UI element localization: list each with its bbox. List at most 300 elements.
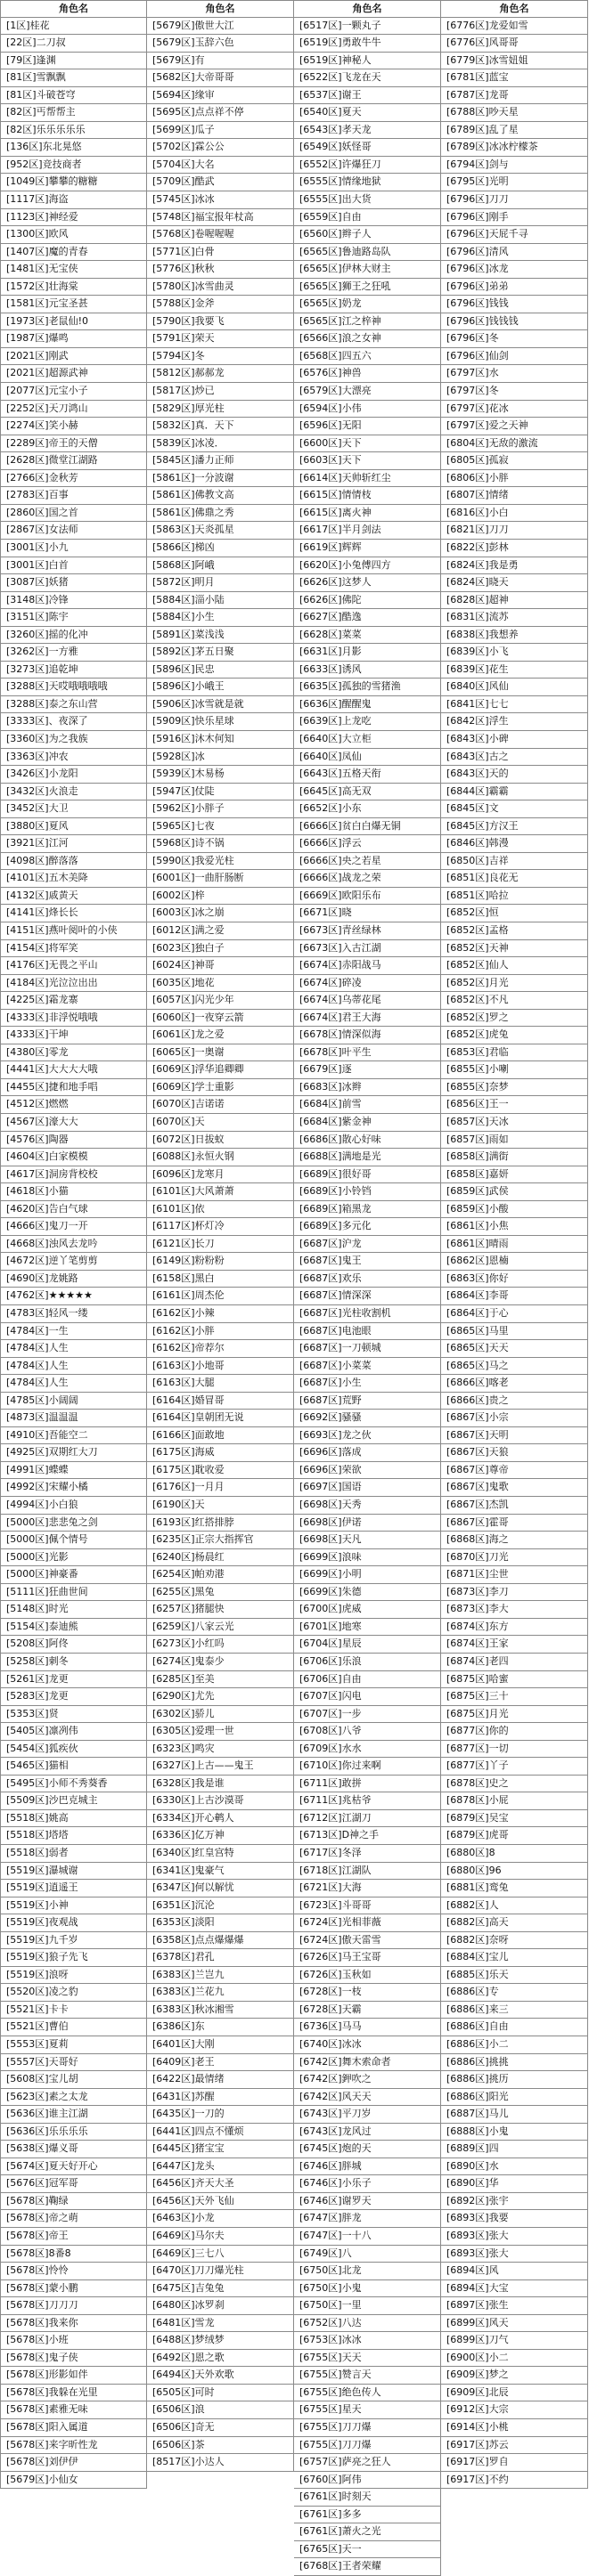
name-cell: [6012区]满之爱 xyxy=(147,922,294,940)
name-cell: [4762区]★★★★★ xyxy=(0,1288,147,1305)
name-cell: [6235区]正宗大指挥官 xyxy=(147,1532,294,1549)
name-cell: [1481区]无宝侠 xyxy=(0,261,147,279)
name-cell: [6698区]天凡 xyxy=(294,1532,441,1549)
name-cell: [6746区]小乐子 xyxy=(294,2175,441,2193)
name-cell: [6506区]奇无 xyxy=(147,2419,294,2437)
name-cell: [2274区]笑小赫 xyxy=(0,418,147,435)
name-cell: [6519区]神秘人 xyxy=(294,53,441,70)
name-cell: [3001区]白首 xyxy=(0,557,147,575)
name-cell: [6856区]王一 xyxy=(441,1096,588,1114)
name-cell: [4672区]逆丫笔剪剪 xyxy=(0,1253,147,1271)
name-cell: [6505区]可时 xyxy=(147,2385,294,2402)
name-cell: [3273区]追乾坤 xyxy=(0,662,147,679)
name-cell: [5962区]小胖子 xyxy=(147,800,294,818)
name-cell: [6755区]刀刀爆 xyxy=(294,2419,441,2437)
name-cell: [6689区]多元化 xyxy=(294,1218,441,1236)
name-cell: [6001区]一曲肝肠断 xyxy=(147,870,294,888)
name-cell: [5832区]真．天下 xyxy=(147,418,294,435)
name-cell: [6755区]绝色传人 xyxy=(294,2385,441,2402)
name-cell: [4618区]小猫 xyxy=(0,1183,147,1201)
name-cell: [6673区]入古江湖 xyxy=(294,940,441,958)
name-cell: [6678区]情深似海 xyxy=(294,1027,441,1044)
name-cell: [6566区]浪之女神 xyxy=(294,330,441,348)
name-cell: [5906区]冰雪就是就 xyxy=(147,696,294,714)
name-cell: [5678区]我来你 xyxy=(0,2315,147,2333)
name-cell: [6469区]三七八 xyxy=(147,2246,294,2263)
name-cell: [6880区]8 xyxy=(441,1845,588,1863)
name-cell: [6679区]逐 xyxy=(294,1061,441,1079)
name-cell: [6875区]月光 xyxy=(441,1706,588,1724)
name-cell: [6743区]平刀岁 xyxy=(294,2106,441,2124)
name-cell: [6565区]奶龙 xyxy=(294,296,441,313)
name-cell: [6796区]刀刀 xyxy=(441,191,588,209)
name-cell: [6334区]开心鹌人 xyxy=(147,1810,294,1828)
name-cell: [6689区]箱黑龙 xyxy=(294,1201,441,1219)
name-cell: [6594区]小伟 xyxy=(294,401,441,418)
name-cell: [5520区]凌之豹 xyxy=(0,1984,147,2002)
name-cell: [6880区]96 xyxy=(441,1863,588,1881)
name-cell: [6804区]无敌的激流 xyxy=(441,435,588,453)
name-cell: [6600区]天下 xyxy=(294,435,441,453)
name-cell: [5638区]爆义哥 xyxy=(0,2141,147,2158)
name-cell: [5812区]郝郝龙 xyxy=(147,365,294,383)
name-cell: [5866区]梯凶 xyxy=(147,540,294,557)
name-cell: [5884区]淄小陆 xyxy=(147,592,294,610)
name-cell: [6070区]天 xyxy=(147,1114,294,1132)
name-cell: [6736区]马马 xyxy=(294,2019,441,2036)
name-cell: [6853区]君临 xyxy=(441,1044,588,1062)
name-cell: [5518区]姚高 xyxy=(0,1810,147,1828)
name-cell: [6726区]玉秋如 xyxy=(294,1967,441,1985)
name-cell: [6568区]四五六 xyxy=(294,348,441,366)
name-cell: [6711区]兆枯爷 xyxy=(294,1792,441,1810)
name-cell: [6492区]恩之歌 xyxy=(147,2350,294,2368)
name-cell: [6193区]红搭排脖 xyxy=(147,1515,294,1532)
name-cell: [5965区]七夜 xyxy=(147,818,294,836)
name-cell: [1123区]神经爱 xyxy=(0,209,147,227)
name-cell: [6858区]嘉妍 xyxy=(441,1166,588,1184)
name-cell: [3426区]小龙阳 xyxy=(0,766,147,784)
name-cell: [6506区]茶 xyxy=(147,2437,294,2455)
name-cell: [4333区]非浮悦哦哦 xyxy=(0,1010,147,1028)
name-cell: [5863区]天炎孤星 xyxy=(147,522,294,540)
name-cell: [6886区]来三 xyxy=(441,2002,588,2019)
name-cell: [6828区]超神 xyxy=(441,592,588,610)
name-cell: [6163区]大腿 xyxy=(147,1375,294,1393)
name-cell: [6852区]虎兔 xyxy=(441,1027,588,1044)
name-cell: [5896区]民忠 xyxy=(147,662,294,679)
name-cell: [6789区]冰冰柠檬茶 xyxy=(441,139,588,157)
name-cell: [6755区]星天 xyxy=(294,2401,441,2419)
name-cell: [4380区]零龙 xyxy=(0,1044,147,1062)
name-cell: [6894区]大宝 xyxy=(441,2280,588,2298)
name-cell: [6867区]尊帝 xyxy=(441,1462,588,1480)
name-cell: [6746区]谢罗天 xyxy=(294,2193,441,2211)
name-cell: [6636区]醒醒鬼 xyxy=(294,696,441,714)
name-cell: [5678区]形影如伴 xyxy=(0,2367,147,2385)
name-cell: [4333区]干坤 xyxy=(0,1027,147,1044)
name-cell: [6378区]君孔 xyxy=(147,1949,294,1967)
name-cell: [6761区]萧火之光 xyxy=(294,2523,441,2541)
name-cell: [3921区]江河 xyxy=(0,835,147,853)
name-cell: [6693区]龙之伙 xyxy=(294,1427,441,1445)
name-cell: [6617区]半月剑法 xyxy=(294,522,441,540)
name-cell: [6431区]苏醒 xyxy=(147,2089,294,2107)
name-cell: [6519区]勇敢牛牛 xyxy=(294,35,441,53)
name-cell: [6917区]苏云 xyxy=(441,2437,588,2455)
name-cell: [5519区]浪呀 xyxy=(0,1967,147,1985)
name-cell: [5676区]冠军哥 xyxy=(0,2175,147,2193)
name-cell: [5780区]冰雪曲灵 xyxy=(147,279,294,297)
name-cell: [6844区]霸霸 xyxy=(441,784,588,801)
name-cell: [6894区]风 xyxy=(441,2263,588,2280)
name-cell: [6254区]帕劝港 xyxy=(147,1566,294,1584)
name-cell: [5682区]大帝哥哥 xyxy=(147,69,294,87)
name-cell: [6742区]舞木索命者 xyxy=(294,2054,441,2072)
name-cell: [6824区]晓天 xyxy=(441,574,588,592)
name-cell: [6718区]江湖队 xyxy=(294,1863,441,1881)
name-cell: [6886区]自由 xyxy=(441,2019,588,2036)
name-cell: [6175区]海威 xyxy=(147,1444,294,1462)
name-cell: [6866区]贵之 xyxy=(441,1393,588,1410)
name-cell: [3288区]泰之东山营 xyxy=(0,696,147,714)
name-cell: [6750区]北龙 xyxy=(294,2263,441,2280)
name-cell: [6666区]贫白白爆无铜 xyxy=(294,818,441,836)
name-cell: [6697区]国语 xyxy=(294,1479,441,1497)
name-cell: [6788区]吵天星 xyxy=(441,104,588,122)
name-cell: [1区]桂花 xyxy=(0,18,147,36)
name-cell: [6796区]清风 xyxy=(441,244,588,262)
name-cell: [5868区]阿峨 xyxy=(147,557,294,575)
name-cell: [4176区]无畏之平山 xyxy=(0,957,147,975)
name-cell: [6614区]天帅斩红尘 xyxy=(294,470,441,488)
name-cell: [6855区]小喇 xyxy=(441,1061,588,1079)
name-cell: [6899区]刀气 xyxy=(441,2332,588,2350)
name-cell: [5405区]凛冽伟 xyxy=(0,1723,147,1741)
name-cell: [6865区]天天 xyxy=(441,1340,588,1358)
name-cell: [6776区]风哥哥 xyxy=(441,35,588,53)
name-cell: [6821区]刀刀 xyxy=(441,522,588,540)
name-cell: [22区]二刀叔 xyxy=(0,35,147,53)
name-cell: [2860区]国之首 xyxy=(0,505,147,523)
name-cell: [6522区]飞龙在天 xyxy=(294,69,441,87)
name-cell: [5353区]贤 xyxy=(0,1706,147,1724)
name-cell: [4785区]小阔阔 xyxy=(0,1393,147,1410)
name-cell: [6559区]自由 xyxy=(294,209,441,227)
name-cell: [3432区]火浪走 xyxy=(0,784,147,801)
name-cell: [6162区]小胖 xyxy=(147,1323,294,1341)
name-cell: [6889区]四 xyxy=(441,2141,588,2158)
name-cell: [5861区]佛教文高 xyxy=(147,487,294,505)
name-cell: [6060区]一夜穿云箭 xyxy=(147,1010,294,1028)
name-cell: [6886区]挑挑 xyxy=(441,2054,588,2072)
name-cell: [5678区]我躲在光里 xyxy=(0,2385,147,2402)
name-cell: [6285区]至美 xyxy=(147,1671,294,1689)
name-cell: [4101区]五木美降 xyxy=(0,870,147,888)
name-cell: [5678区]素雅无味 xyxy=(0,2401,147,2419)
name-cell: [6383区]兰岂九 xyxy=(147,1967,294,1985)
name-cell: [6866区]喀老 xyxy=(441,1375,588,1393)
name-cell: [4154区]将军笑 xyxy=(0,940,147,958)
name-cell: [6069区]学士重影 xyxy=(147,1079,294,1097)
name-cell: [6190区]天 xyxy=(147,1497,294,1515)
name-cell: [6858区]满街 xyxy=(441,1149,588,1166)
name-cell: [6626区]佛陀 xyxy=(294,592,441,610)
name-cell: [6789区]乱了星 xyxy=(441,122,588,140)
name-cell: [6088区]永恒火钢 xyxy=(147,1149,294,1166)
name-cell: [8517区]小达人 xyxy=(147,2454,294,2472)
name-cell: [5553区]夏莉 xyxy=(0,2036,147,2054)
name-cell: [6839区]小飞 xyxy=(441,644,588,662)
name-cell: [4141区]烽长长 xyxy=(0,905,147,922)
name-cell: [6797区]水 xyxy=(441,365,588,383)
name-cell: [6867区]天明 xyxy=(441,1427,588,1445)
name-cell: [5678区]帝王 xyxy=(0,2228,147,2246)
name-cell: [6259区]八家云光 xyxy=(147,1619,294,1637)
name-cell: [6678区]叶平生 xyxy=(294,1044,441,1062)
name-cell: [5916区]沐木何知 xyxy=(147,731,294,749)
name-cell: [6797区]冬 xyxy=(441,383,588,401)
name-cell: [6877区]一切 xyxy=(441,1741,588,1759)
name-cell: [6897区]张生 xyxy=(441,2297,588,2315)
name-cell: [6635区]孤独的雪猪渔 xyxy=(294,679,441,696)
name-cell: [6386区]东 xyxy=(147,2019,294,2036)
name-cell: [3333区]、夜深了 xyxy=(0,713,147,731)
name-cell: [6336区]亿万神 xyxy=(147,1827,294,1845)
name-cell: [4666区]鬼刀一开 xyxy=(0,1218,147,1236)
name-cell: [6892区]张宇 xyxy=(441,2193,588,2211)
name-cell: [6761区]多多 xyxy=(294,2507,441,2524)
name-cell: [6537区]谢王 xyxy=(294,87,441,105)
name-cell: [6340区]红皇宫特 xyxy=(147,1845,294,1863)
name-cell: [6684区]紫金神 xyxy=(294,1114,441,1132)
name-cell: [6631区]月影 xyxy=(294,644,441,662)
name-cell: [6857区]天冰 xyxy=(441,1114,588,1132)
name-cell: [6873区]李刀 xyxy=(441,1584,588,1602)
name-cell: [6859区]小酸 xyxy=(441,1201,588,1219)
name-cell: [6401区]大刚 xyxy=(147,2036,294,2054)
name-cell: [6072区]日拔蚁 xyxy=(147,1132,294,1150)
name-cell: [6875区]哈蜜 xyxy=(441,1671,588,1689)
name-cell: [4132区]戚黄天 xyxy=(0,888,147,906)
name-cell: [4184区]光泣泣出出 xyxy=(0,975,147,993)
name-cell: [5678区]阳入属道 xyxy=(0,2419,147,2437)
name-cell: [6643区]五格天衔 xyxy=(294,766,441,784)
name-cell: [6330区]上古沙漠哥 xyxy=(147,1792,294,1810)
name-cell: [6674区]赤阳战马 xyxy=(294,957,441,975)
name-cell: [1987区]爆鸣 xyxy=(0,330,147,348)
name-cell: [5521区]曹伯 xyxy=(0,2019,147,2036)
name-cell: [6445区]猪宝宝 xyxy=(147,2141,294,2158)
name-cell: [6341区]鬼豪气 xyxy=(147,1863,294,1881)
name-cell: [6870区]刀光 xyxy=(441,1549,588,1567)
name-cell: [6886区]挑历 xyxy=(441,2071,588,2089)
name-cell: [5519区]九千岁 xyxy=(0,1932,147,1950)
name-cell: [6740区]冰冰 xyxy=(294,2036,441,2054)
name-cell: [6890区]华 xyxy=(441,2175,588,2193)
name-cell: [6540区]夏天 xyxy=(294,104,441,122)
name-cell: [81区]雪飘飘 xyxy=(0,69,147,87)
name-cell: [5845区]潘力正师 xyxy=(147,452,294,470)
name-cell: [1407区]魔的青春 xyxy=(0,244,147,262)
name-cell: [6712区]江湖刀 xyxy=(294,1810,441,1828)
name-cell: [6698区]天秀 xyxy=(294,1497,441,1515)
name-cell: [3452区]大卫 xyxy=(0,800,147,818)
name-cell: [5258区]刺冬 xyxy=(0,1654,147,1671)
name-cell: [4690区]龙姚路 xyxy=(0,1271,147,1288)
name-cell: [6838区]我想养 xyxy=(441,627,588,645)
name-cell: [6752区]八达 xyxy=(294,2315,441,2333)
name-cell: [6688区]满地是光 xyxy=(294,1149,441,1166)
name-cell: [6875区]三十 xyxy=(441,1688,588,1706)
name-cell: [5794区]冬 xyxy=(147,348,294,366)
name-cell: [6887区]马儿 xyxy=(441,2106,588,2124)
name-cell: [3087区]妖猪 xyxy=(0,574,147,592)
name-cell: [3001区]小九 xyxy=(0,540,147,557)
name-cell: [5928区]冰 xyxy=(147,749,294,767)
name-cell: [6861区]小焦 xyxy=(441,1218,588,1236)
name-cell: [6713区]D神之手 xyxy=(294,1827,441,1845)
name-cell: [6806区]小胖 xyxy=(441,470,588,488)
name-cell: [6724区]光相菲薇 xyxy=(294,1914,441,1932)
name-cell: [6517区]一颗丸子 xyxy=(294,18,441,36)
name-cell: [6796区]冰龙 xyxy=(441,261,588,279)
name-cell: [6745区]炮的天 xyxy=(294,2141,441,2158)
name-cell: [4455区]捷和地手唱 xyxy=(0,1079,147,1097)
name-cell: [6162区]小辣 xyxy=(147,1305,294,1323)
name-cell: [6328区]我是谁 xyxy=(147,1776,294,1793)
name-cell: [6843区]小碑 xyxy=(441,731,588,749)
name-cell: [6726区]马王宝哥 xyxy=(294,1949,441,1967)
name-cell: [2021区]刚武 xyxy=(0,348,147,366)
name-cell: [6274区]鬼泰少 xyxy=(147,1654,294,1671)
name-cell: [6669区]欧阳乐布 xyxy=(294,888,441,906)
name-cell: [4991区]蝶蝶 xyxy=(0,1462,147,1480)
name-cell: [6061区]龙之爱 xyxy=(147,1027,294,1044)
name-cell: [6846区]韩漫 xyxy=(441,835,588,853)
name-cell: [6724区]傲天雷雪 xyxy=(294,1932,441,1950)
name-cell: [6323区]鸣灾 xyxy=(147,1741,294,1759)
name-cell: [6351区]沉沦 xyxy=(147,1897,294,1915)
name-cell: [6874区]东方 xyxy=(441,1619,588,1637)
name-cell: [6781区]蓝宝 xyxy=(441,69,588,87)
name-cell: [5745区]冰冰 xyxy=(147,191,294,209)
name-cell: [6742区]风天天 xyxy=(294,2089,441,2107)
name-cell: [4925区]双期红大刀 xyxy=(0,1444,147,1462)
name-cell: [6852区]孟格 xyxy=(441,922,588,940)
name-cell: [6917区]不约 xyxy=(441,2472,588,2490)
name-cell: [6794区]剑与 xyxy=(441,157,588,175)
name-column xyxy=(147,0,294,2468)
name-cell: [3260区]摇的化冲 xyxy=(0,627,147,645)
name-cell: [6776区]龙爱如雪 xyxy=(441,18,588,36)
name-cell: [6543区]孝天龙 xyxy=(294,122,441,140)
name-cell: [6867区]天狼 xyxy=(441,1444,588,1462)
name-cell: [6881区]鸾兔 xyxy=(441,1880,588,1897)
name-cell: [6750区]一里 xyxy=(294,2297,441,2315)
name-cell: [3262区]一方雅 xyxy=(0,644,147,662)
name-cell: [5519区]小神 xyxy=(0,1897,147,1915)
name-cell: [4994区]小白狼 xyxy=(0,1497,147,1515)
name-cell: [6760区]阿伟 xyxy=(294,2472,441,2490)
name-cell: [6845区]方汉王 xyxy=(441,818,588,836)
name-cell: [5679区]玉辞六色 xyxy=(147,35,294,53)
name-cell: [6877区]丫子 xyxy=(441,1758,588,1776)
name-cell: [6101区]依 xyxy=(147,1201,294,1219)
name-cell: [6851区]良花无 xyxy=(441,870,588,888)
name-cell: [6746区]胖城 xyxy=(294,2158,441,2176)
name-cell: [6166区]面敢地 xyxy=(147,1427,294,1445)
name-cell: [6765区]天一 xyxy=(294,2541,441,2559)
name-cell: [6886区]小二 xyxy=(441,2036,588,2054)
name-cell: [6065区]一奥谢 xyxy=(147,1044,294,1062)
name-cell: [5709区]酷武 xyxy=(147,174,294,191)
name-cell: [6840区]风仙 xyxy=(441,679,588,696)
name-cell: [6842区]浮生 xyxy=(441,713,588,731)
name-cell: [5704区]大名 xyxy=(147,157,294,175)
name-cell: [6867区]霍哥 xyxy=(441,1515,588,1532)
name-cell: [6689区]小铃铛 xyxy=(294,1183,441,1201)
name-cell: [6447区]龙头 xyxy=(147,2158,294,2176)
name-cell: [6723区]斗哥哥 xyxy=(294,1897,441,1915)
name-cell: [5776区]秋秋 xyxy=(147,261,294,279)
name-cell: [5678区]怜怜 xyxy=(0,2263,147,2280)
name-cell: [5000区]神豪番 xyxy=(0,1566,147,1584)
name-cell: [6687区]鬼王 xyxy=(294,1253,441,1271)
name-cell: [6576区]神兽 xyxy=(294,365,441,383)
name-cell: [6409区]老王 xyxy=(147,2054,294,2072)
name-cell: [6358区]点点爆爆爆 xyxy=(147,1932,294,1950)
name-cell: [5839区]冰凌． xyxy=(147,435,294,453)
name-cell: [6481区]雪龙 xyxy=(147,2315,294,2333)
name-cell: [6888区]小鬼 xyxy=(441,2124,588,2141)
name-cell: [6488区]梦绒梦 xyxy=(147,2332,294,2350)
name-cell: [6909区]北辰 xyxy=(441,2385,588,2402)
name-cell: [6865区]马里 xyxy=(441,1323,588,1341)
name-cell: [6749区]八 xyxy=(294,2246,441,2263)
name-cell: [6843区]古之 xyxy=(441,749,588,767)
name-cell: [2783区]百事 xyxy=(0,487,147,505)
name-cell: [6666区]央之若星 xyxy=(294,853,441,871)
name-cell: [6435区]一刀的 xyxy=(147,2106,294,2124)
name-cell: [6710区]你过来啊 xyxy=(294,1758,441,1776)
name-cell: [6755区]刀刀爆 xyxy=(294,2437,441,2455)
name-cell: [6163区]小地哥 xyxy=(147,1358,294,1376)
name-cell: [6470区]刀刀爆光柱 xyxy=(147,2263,294,2280)
name-cell: [6709区]水水 xyxy=(294,1741,441,1759)
name-cell: [6917区]罗自 xyxy=(441,2454,588,2472)
name-cell: [6555区]出大货 xyxy=(294,191,441,209)
name-cell: [6687区]电池眼 xyxy=(294,1323,441,1341)
column-header: 角色名 xyxy=(147,0,294,18)
name-cell: [6747区]胖龙 xyxy=(294,2210,441,2228)
name-cell: [6701区]地寒 xyxy=(294,1619,441,1637)
name-cell: [1973区]老鼠仙!0 xyxy=(0,313,147,331)
name-cell: [4910区]吾能空二 xyxy=(0,1427,147,1445)
name-cell: [6687区]小菜菜 xyxy=(294,1358,441,1376)
name-cell: [5695区]点点祥不停 xyxy=(147,104,294,122)
name-cell: [6347区]何以解忧 xyxy=(147,1880,294,1897)
name-cell: [6560区]辫子人 xyxy=(294,226,441,244)
name-cell: [6757区]萨亮之狂人 xyxy=(294,2454,441,2472)
name-cell: [6640区]大立柜 xyxy=(294,731,441,749)
name-cell: [6863区]你好 xyxy=(441,1271,588,1288)
name-cell: [5000区]佩个情号 xyxy=(0,1532,147,1549)
name-cell: [6743区]龙风过 xyxy=(294,2124,441,2141)
name-cell: [6506区]浪 xyxy=(147,2401,294,2419)
name-cell: [6302区]骄儿 xyxy=(147,1706,294,1724)
name-cell: [6687区]小生 xyxy=(294,1375,441,1393)
